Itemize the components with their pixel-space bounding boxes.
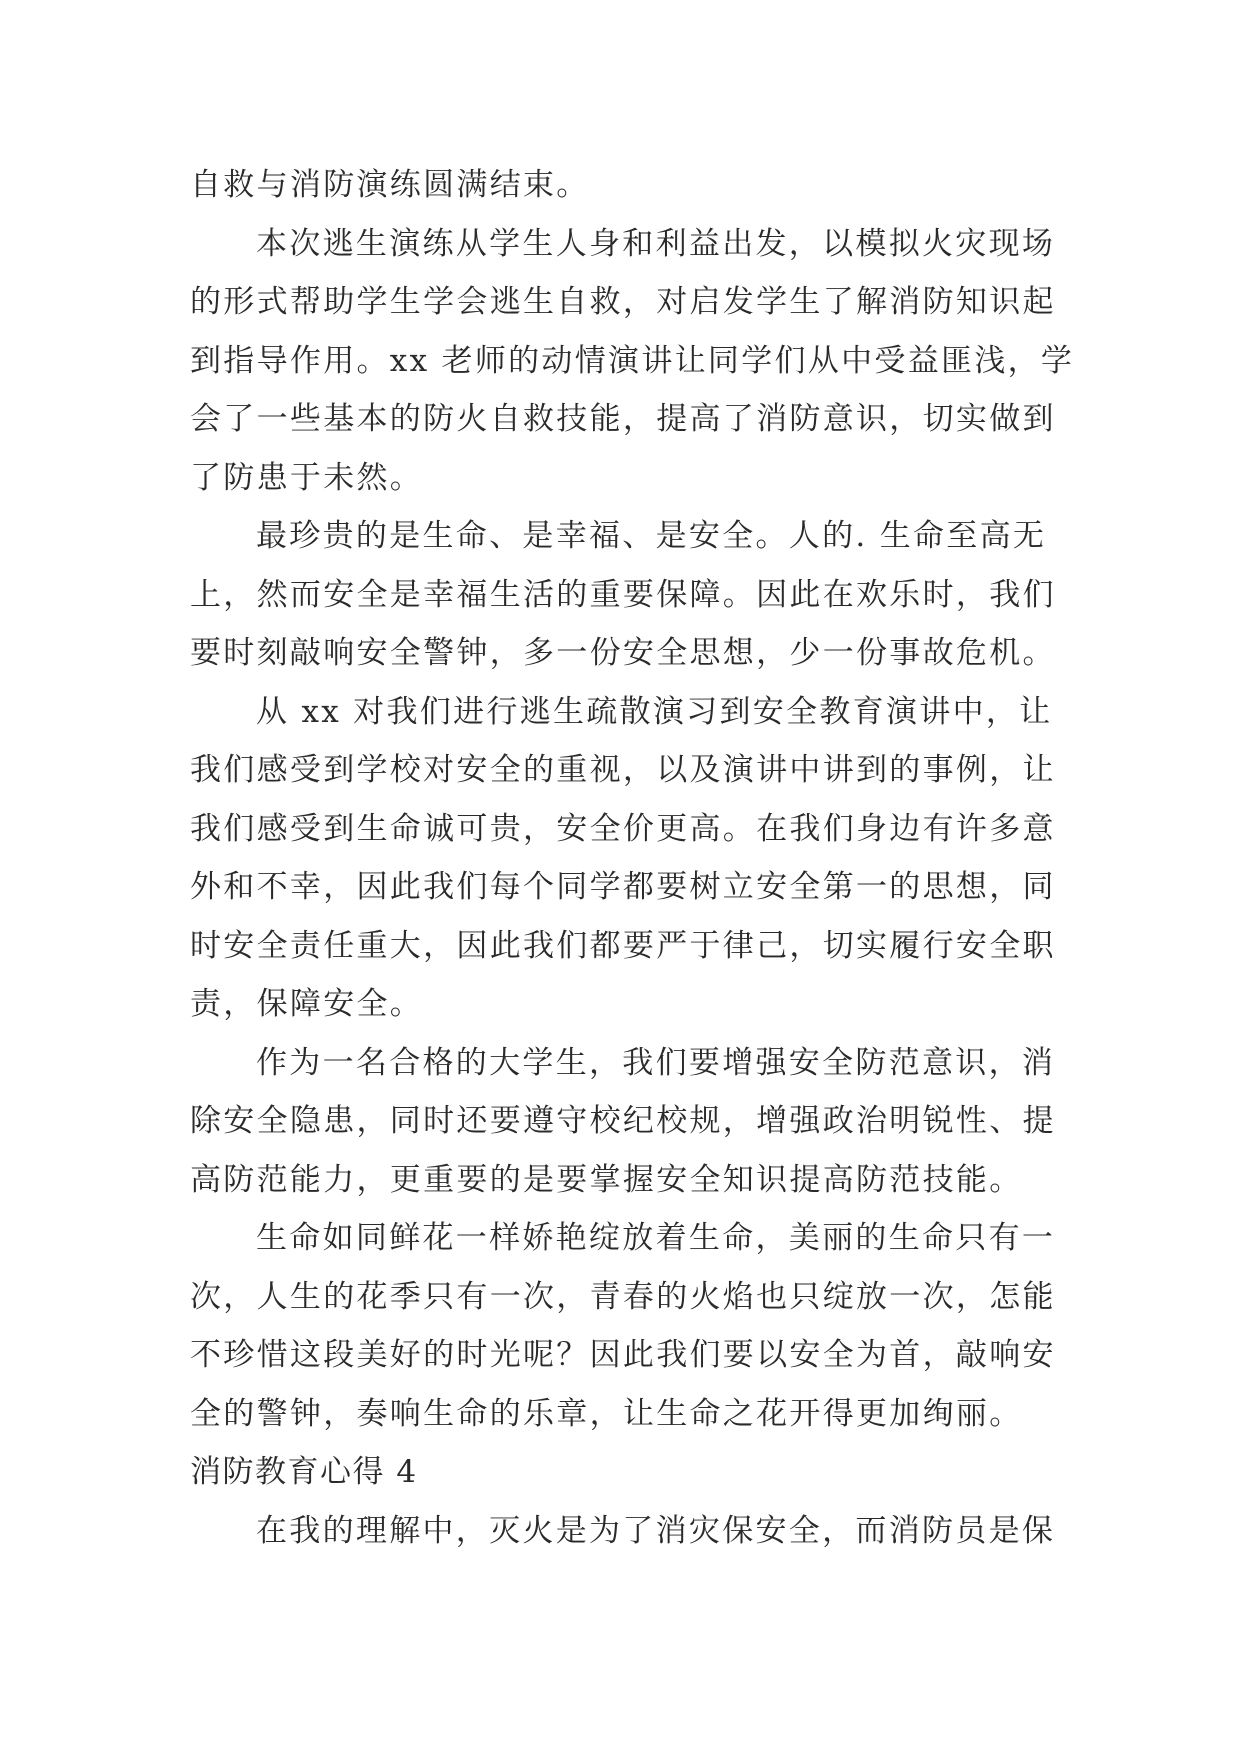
text-line: 会了一些基本的防火自救技能，提高了消防意识，切实做到	[190, 401, 1056, 437]
paragraph-first-line: 本次逃生演练从学生人身和利益出发，以模拟火灾现场	[256, 225, 1056, 262]
text-line: 我们感受到生命诚可贵，安全价更高。在我们身边有许多意	[190, 810, 1056, 847]
text-line: 时安全责任重大，因此我们都要严于律己，切实履行安全职	[190, 927, 1056, 964]
text-line: 外和不幸，因此我们每个同学都要树立安全第一的思想，同	[190, 869, 1056, 905]
paragraph-first-line: 生命如同鲜花一样娇艳绽放着生命，美丽的生命只有一	[256, 1220, 1056, 1256]
text-line: 上，然而安全是幸福生活的重要保障。因此在欢乐时，我们	[190, 576, 1056, 613]
text-line: 除安全隐患，同时还要遵守校纪校规，增强政治明锐性、提	[190, 1103, 1056, 1139]
text-line: 了防患于未然。	[190, 459, 424, 496]
text-line: 全的警钟，奏响生命的乐章，让生命之花开得更加绚丽。	[190, 1395, 1023, 1432]
text-line: 要时刻敲响安全警钟，多一份安全思想，少一份事故危机。	[190, 635, 1056, 671]
paragraph-first-line: 从 xx 对我们进行逃生疏散演习到安全教育演讲中，让	[256, 693, 1053, 730]
text-line: 责，保障安全。	[190, 986, 424, 1022]
section-heading: 消防教育心得 4	[190, 1454, 418, 1490]
text-line: 我们感受到学校对安全的重视，以及演讲中讲到的事例，让	[190, 752, 1056, 788]
paragraph-first-line: 最珍贵的是生命、是幸福、是安全。人的. 生命至高无	[256, 518, 1047, 554]
text-line: 不珍惜这段美好的时光呢？因此我们要以安全为首，敲响安	[190, 1337, 1056, 1373]
paragraph-first-line: 作为一名合格的大学生，我们要增强安全防范意识，消	[256, 1044, 1056, 1081]
paragraph-first-line: 在我的理解中，灭火是为了消灾保安全，而消防员是保	[256, 1512, 1056, 1549]
text-line: 次，人生的花季只有一次，青春的火焰也只绽放一次，怎能	[190, 1278, 1056, 1315]
document-body	[190, 156, 1075, 1560]
text-line: 的形式帮助学生学会逃生自救，对启发学生了解消防知识起	[190, 284, 1056, 320]
text-line: 自救与消防演练圆满结束。	[190, 167, 590, 203]
text-line: 高防范能力，更重要的是要掌握安全知识提高防范技能。	[190, 1161, 1023, 1198]
text-line: 到指导作用。xx 老师的动情演讲让同学们从中受益匪浅，学	[190, 342, 1075, 379]
